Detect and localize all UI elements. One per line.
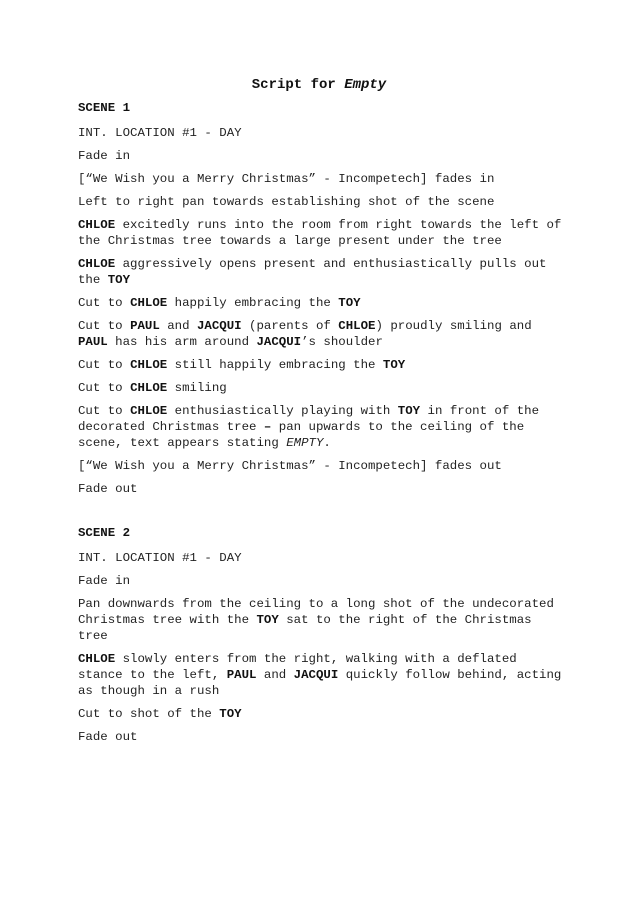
- character-name: JACQUI: [293, 668, 339, 682]
- emphasis-text: EMPTY: [286, 436, 324, 450]
- line-text: pan upwards to the ceiling of the scene, text appears stating: [78, 420, 525, 450]
- character-name: TOY: [107, 273, 131, 287]
- character-name: CHLOE: [130, 358, 168, 372]
- script-line: [78, 573, 568, 589]
- line-text: Left to right pan towards establishing shot of the scene: [78, 195, 495, 209]
- script-body: [78, 100, 568, 752]
- page-title: [0, 76, 638, 94]
- character-name: JACQUI: [256, 335, 302, 349]
- line-text: INT. LOCATION #1 - DAY: [78, 551, 242, 565]
- character-name: TOY: [338, 296, 361, 310]
- title-prefix: Script for: [251, 77, 345, 93]
- script-line: [78, 295, 568, 311]
- line-text: sat to the right of the Christmas tree: [78, 613, 532, 643]
- character-name: JACQUI: [197, 319, 242, 333]
- character-name: PAUL: [78, 335, 108, 349]
- script-line: [78, 125, 568, 141]
- script-line: [78, 706, 568, 722]
- title-italic: Empty: [344, 77, 387, 93]
- line-text: Fade out: [78, 482, 138, 496]
- line-text: and: [256, 668, 294, 682]
- character-name: TOY: [382, 358, 406, 372]
- line-text: Cut to: [78, 296, 131, 310]
- script-line: [78, 357, 568, 373]
- character-name: CHLOE: [78, 257, 116, 271]
- script-line: [78, 318, 568, 350]
- script-line: [78, 651, 568, 699]
- line-text: and: [159, 319, 197, 333]
- character-name: TOY: [256, 613, 279, 627]
- line-text: Fade out: [78, 730, 138, 744]
- character-name: CHLOE: [78, 218, 116, 232]
- character-name: CHLOE: [78, 652, 116, 666]
- script-line: [78, 458, 568, 474]
- line-text: Cut to: [78, 404, 131, 418]
- line-text: excitedly runs into the room from right towards the left of the Christmas tree towards a large present under the tree: [78, 218, 562, 248]
- script-line: [78, 148, 568, 164]
- character-name: TOY: [219, 707, 242, 721]
- line-text: Pan downwards from the ceiling to a long shot of the undecorated Christmas tree with the: [78, 597, 554, 627]
- scene-heading: SCENE 2: [78, 526, 131, 540]
- character-name: TOY: [397, 404, 421, 418]
- script-line: [78, 256, 568, 288]
- character-name: PAUL: [226, 668, 257, 682]
- line-text: (parents of: [241, 319, 339, 333]
- script-line: [78, 403, 568, 451]
- line-text: has his arm around: [107, 335, 257, 349]
- script-line: [78, 380, 568, 396]
- character-name: CHLOE: [130, 381, 168, 395]
- line-text: happily embracing the: [167, 296, 339, 310]
- script-line: [78, 481, 568, 497]
- line-text: aggressively opens present and enthusiastically pulls out the: [78, 257, 547, 287]
- script-line: [78, 729, 568, 745]
- line-text: [“We Wish you a Merry Christmas” - Incompetech] fades in: [78, 172, 495, 186]
- line-text: Fade in: [78, 574, 131, 588]
- character-name: PAUL: [130, 319, 160, 333]
- scene-heading: SCENE 1: [78, 101, 131, 115]
- line-text: [“We Wish you a Merry Christmas” - Incompetech] fades out: [78, 459, 502, 473]
- script-line: [78, 550, 568, 566]
- character-name: CHLOE: [338, 319, 376, 333]
- scene-gap: [78, 504, 568, 525]
- script-line: [78, 171, 568, 187]
- line-text: Cut to: [78, 381, 131, 395]
- line-text: Fade in: [78, 149, 131, 163]
- line-text: INT. LOCATION #1 - DAY: [78, 126, 242, 140]
- character-name: –: [263, 420, 272, 434]
- character-name: CHLOE: [130, 404, 168, 418]
- line-text: Cut to: [78, 358, 131, 372]
- line-text: quickly follow behind, acting as though in a rush: [78, 668, 562, 698]
- line-text: smiling: [167, 381, 227, 395]
- line-text: in front of the decorated Christmas tree: [78, 404, 540, 434]
- script-line: [78, 217, 568, 249]
- script-line: [78, 596, 568, 644]
- line-text: still happily embracing the: [167, 358, 383, 372]
- line-text: slowly enters from the right, walking with a deflated stance to the left,: [78, 652, 517, 682]
- line-text: ’s shoulder: [301, 335, 383, 349]
- line-text: ) proudly smiling and: [375, 319, 532, 333]
- script-line: [78, 194, 568, 210]
- character-name: CHLOE: [130, 296, 168, 310]
- line-text: .: [323, 436, 331, 450]
- line-text: enthusiastically playing with: [167, 404, 398, 418]
- line-text: Cut to shot of the: [78, 707, 220, 721]
- line-text: Cut to: [78, 319, 131, 333]
